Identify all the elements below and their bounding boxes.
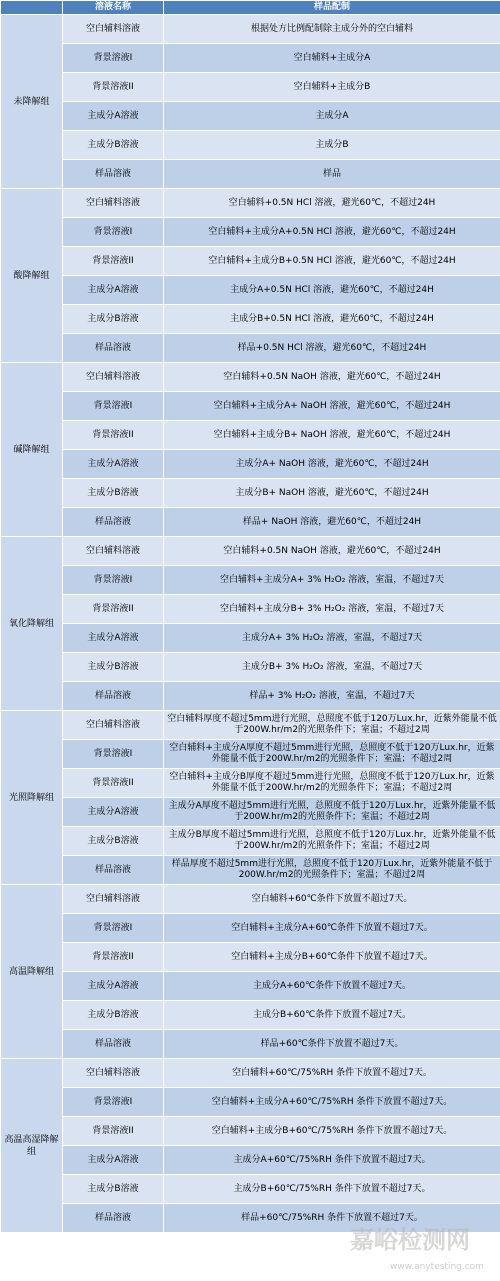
sample-prep-cell: 主成分B [164, 131, 500, 160]
table-row [1, 305, 500, 334]
solution-name-cell: 主成分A溶液 [63, 798, 164, 827]
table-row [1, 1030, 500, 1059]
sample-prep-cell: 空白辅料+主成分A厚度不超过5mm进行光照，总照度不低于120万Lux.hr，近紫外能量不低于200W.hr/m2的光照条件下；室温；不超过2周 [164, 740, 500, 769]
table-row [1, 450, 500, 479]
solution-name-cell: 主成分A溶液 [63, 972, 164, 1001]
sample-prep-cell: 空白辅料+0.5N HCl 溶液，避光60℃，不超过24H [164, 189, 500, 218]
table-row [1, 1146, 500, 1175]
solution-name-cell: 主成分B溶液 [63, 131, 164, 160]
watermark-url: www.anytesting.com [390, 1262, 484, 1272]
sample-prep-cell: 主成分A厚度不超过5mm进行光照，总照度不低于120万Lux.hr，近紫外能量不低于200W.hr/m2的光照条件下；室温；不超过2周 [164, 798, 500, 827]
sample-prep-cell: 主成分A+60℃条件下放置不超过7天。 [164, 972, 500, 1001]
solution-name-cell: 背景溶液I [63, 218, 164, 247]
table-row [1, 682, 500, 711]
sample-prep-cell: 空白辅料+主成分A+ 3% H₂O₂ 溶液，室温，不超过7天 [164, 566, 500, 595]
solution-name-cell: 背景溶液I [63, 1088, 164, 1117]
solution-name-cell: 空白辅料溶液 [63, 363, 164, 392]
solution-name-cell: 空白辅料溶液 [63, 189, 164, 218]
table-row [1, 189, 500, 218]
group-name: 未降解组 [1, 15, 63, 189]
sample-prep-cell: 空白辅料+主成分B+ 3% H₂O₂ 溶液，室温，不超过7天 [164, 595, 500, 624]
table-row [1, 247, 500, 276]
group-name: 光照降解组 [1, 711, 63, 885]
header-solution-name: 溶液名称 [63, 1, 164, 15]
table-body [1, 15, 500, 1233]
table-row [1, 1059, 500, 1088]
sample-prep-cell: 样品+60℃/75%RH 条件下放置不超过7天。 [164, 1204, 500, 1233]
solution-name-cell: 背景溶液I [63, 914, 164, 943]
table-row [1, 102, 500, 131]
table-row [1, 769, 500, 798]
sample-prep-cell: 样品+ NaOH 溶液，避光60℃，不超过24H [164, 508, 500, 537]
sample-prep-cell: 空白辅料+主成分A+60℃条件下放置不超过7天。 [164, 914, 500, 943]
table-row [1, 537, 500, 566]
table-row [1, 827, 500, 856]
table-row [1, 943, 500, 972]
sample-prep-cell: 样品+60℃条件下放置不超过7天。 [164, 1030, 500, 1059]
table-row [1, 421, 500, 450]
group-name: 高温降解组 [1, 885, 63, 1059]
solution-name-cell: 样品溶液 [63, 856, 164, 885]
solution-name-cell: 背景溶液I [63, 566, 164, 595]
table-row [1, 972, 500, 1001]
sample-prep-cell: 主成分B+0.5N HCl 溶液，避光60℃，不超过24H [164, 305, 500, 334]
header-sample-prep: 样品配制 [164, 1, 500, 15]
sample-prep-cell: 空白辅料厚度不超过5mm进行光照，总照度不低于120万Lux.hr，近紫外能量不低于200W.hr/m2的光照条件下；室温；不超过2周 [164, 711, 500, 740]
group-name: 高温高湿降解组 [1, 1059, 63, 1233]
table-row [1, 334, 500, 363]
sample-prep-cell: 空白辅料+主成分A [164, 44, 500, 73]
sample-prep-cell: 空白辅料+主成分B厚度不超过5mm进行光照，总照度不低于120万Lux.hr，近紫外能量不低于200W.hr/m2的光照条件下；室温；不超过2周 [164, 769, 500, 798]
sample-prep-cell: 主成分A+60℃/75%RH 条件下放置不超过7天。 [164, 1146, 500, 1175]
sample-prep-cell: 样品+0.5N HCl 溶液，避光60℃，不超过24H [164, 334, 500, 363]
sample-prep-cell: 主成分A+0.5N HCl 溶液，避光60℃，不超过24H [164, 276, 500, 305]
table-row [1, 392, 500, 421]
solution-name-cell: 样品溶液 [63, 1030, 164, 1059]
sample-prep-cell: 样品 [164, 160, 500, 189]
solution-name-cell: 空白辅料溶液 [63, 537, 164, 566]
solution-name-cell: 样品溶液 [63, 1204, 164, 1233]
solution-name-cell: 样品溶液 [63, 682, 164, 711]
solution-name-cell: 背景溶液II [63, 595, 164, 624]
sample-prep-cell: 空白辅料+主成分B [164, 73, 500, 102]
solution-name-cell: 主成分B溶液 [63, 653, 164, 682]
solution-name-cell: 空白辅料溶液 [63, 15, 164, 44]
table-row [1, 798, 500, 827]
sample-prep-cell: 主成分B+60℃/75%RH 条件下放置不超过7天。 [164, 1175, 500, 1204]
table-row [1, 160, 500, 189]
table-row [1, 653, 500, 682]
solution-name-cell: 背景溶液II [63, 943, 164, 972]
table-row [1, 479, 500, 508]
table-row [1, 276, 500, 305]
table-row [1, 363, 500, 392]
sample-prep-cell: 主成分B厚度不超过5mm进行光照，总照度不低于120万Lux.hr，近紫外能量不低于200W.hr/m2的光照条件下；室温；不超过2周 [164, 827, 500, 856]
table-row [1, 218, 500, 247]
sample-prep-cell: 样品厚度不超过5mm进行光照，总照度不低于120万Lux.hr，近紫外能量不低于200W.hr/m2的光照条件下；室温；不超过2周 [164, 856, 500, 885]
table-row [1, 914, 500, 943]
sample-prep-cell: 空白辅料+60℃条件下放置不超过7天。 [164, 885, 500, 914]
sample-prep-cell: 空白辅料+主成分B+0.5N HCl 溶液，避光60℃，不超过24H [164, 247, 500, 276]
sample-prep-cell: 主成分A+ NaOH 溶液，避光60℃，不超过24H [164, 450, 500, 479]
sample-prep-cell: 主成分A [164, 102, 500, 131]
solution-name-cell: 主成分A溶液 [63, 624, 164, 653]
sample-prep-cell: 根据处方比例配制除主成分外的空白辅料 [164, 15, 500, 44]
table-row [1, 44, 500, 73]
solution-name-cell: 背景溶液I [63, 740, 164, 769]
solution-name-cell: 主成分B溶液 [63, 305, 164, 334]
sample-prep-cell: 空白辅料+主成分A+60℃/75%RH 条件下放置不超过7天。 [164, 1088, 500, 1117]
group-name: 氧化降解组 [1, 537, 63, 711]
solution-name-cell: 样品溶液 [63, 508, 164, 537]
table-row [1, 1175, 500, 1204]
solution-name-cell: 主成分A溶液 [63, 450, 164, 479]
group-name: 碱降解组 [1, 363, 63, 537]
solution-name-cell: 空白辅料溶液 [63, 885, 164, 914]
table-row [1, 595, 500, 624]
sample-prep-cell: 空白辅料+主成分B+ NaOH 溶液，避光60℃，不超过24H [164, 421, 500, 450]
solution-name-cell: 主成分A溶液 [63, 102, 164, 131]
solution-name-cell: 主成分A溶液 [63, 1146, 164, 1175]
table-row [1, 1001, 500, 1030]
table-row [1, 508, 500, 537]
solution-name-cell: 主成分B溶液 [63, 827, 164, 856]
table-row [1, 73, 500, 102]
solution-name-cell: 背景溶液I [63, 44, 164, 73]
table-row [1, 740, 500, 769]
table-row [1, 566, 500, 595]
sample-prep-cell: 空白辅料+60℃/75%RH 条件下放置不超过7天。 [164, 1059, 500, 1088]
table-row [1, 711, 500, 740]
table-row [1, 1117, 500, 1146]
table-row [1, 885, 500, 914]
solution-name-cell: 背景溶液II [63, 73, 164, 102]
table-row [1, 15, 500, 44]
solution-name-cell: 背景溶液II [63, 1117, 164, 1146]
table-row [1, 1204, 500, 1233]
solution-name-cell: 空白辅料溶液 [63, 711, 164, 740]
watermark-logo: 嘉峪检测网 [350, 1226, 470, 1254]
solution-name-cell: 背景溶液I [63, 392, 164, 421]
solution-name-cell: 主成分B溶液 [63, 1175, 164, 1204]
sample-prep-cell: 主成分B+ 3% H₂O₂ 溶液，室温，不超过7天 [164, 653, 500, 682]
sample-prep-cell: 样品+ 3% H₂O₂ 溶液，室温，不超过7天 [164, 682, 500, 711]
solution-name-cell: 背景溶液II [63, 769, 164, 798]
table-header-row [1, 1, 500, 15]
solution-name-cell: 空白辅料溶液 [63, 1059, 164, 1088]
sample-prep-cell: 空白辅料+主成分A+ NaOH 溶液，避光60℃，不超过24H [164, 392, 500, 421]
sample-prep-cell: 空白辅料+0.5N NaOH 溶液，避光60℃，不超过24H [164, 537, 500, 566]
solution-name-cell: 背景溶液II [63, 421, 164, 450]
solution-name-cell: 样品溶液 [63, 334, 164, 363]
solution-name-cell: 主成分A溶液 [63, 276, 164, 305]
table-row [1, 856, 500, 885]
group-name: 酸降解组 [1, 189, 63, 363]
sample-prep-cell: 主成分B+ NaOH 溶液，避光60℃，不超过24H [164, 479, 500, 508]
solution-name-cell: 样品溶液 [63, 160, 164, 189]
sample-prep-cell: 空白辅料+主成分B+60℃条件下放置不超过7天。 [164, 943, 500, 972]
table-row [1, 1088, 500, 1117]
sample-prep-cell: 空白辅料+0.5N NaOH 溶液，避光60℃，不超过24H [164, 363, 500, 392]
sample-prep-cell: 主成分B+60℃条件下放置不超过7天。 [164, 1001, 500, 1030]
table-row [1, 624, 500, 653]
header-group [1, 1, 63, 15]
sample-prep-cell: 空白辅料+主成分A+0.5N HCl 溶液，避光60℃，不超过24H [164, 218, 500, 247]
solution-name-cell: 主成分B溶液 [63, 1001, 164, 1030]
solution-name-cell: 背景溶液II [63, 247, 164, 276]
solution-name-cell: 主成分B溶液 [63, 479, 164, 508]
sample-prep-cell: 空白辅料+主成分B+60℃/75%RH 条件下放置不超过7天。 [164, 1117, 500, 1146]
sample-prep-cell: 主成分A+ 3% H₂O₂ 溶液，室温，不超过7天 [164, 624, 500, 653]
table-row [1, 131, 500, 160]
